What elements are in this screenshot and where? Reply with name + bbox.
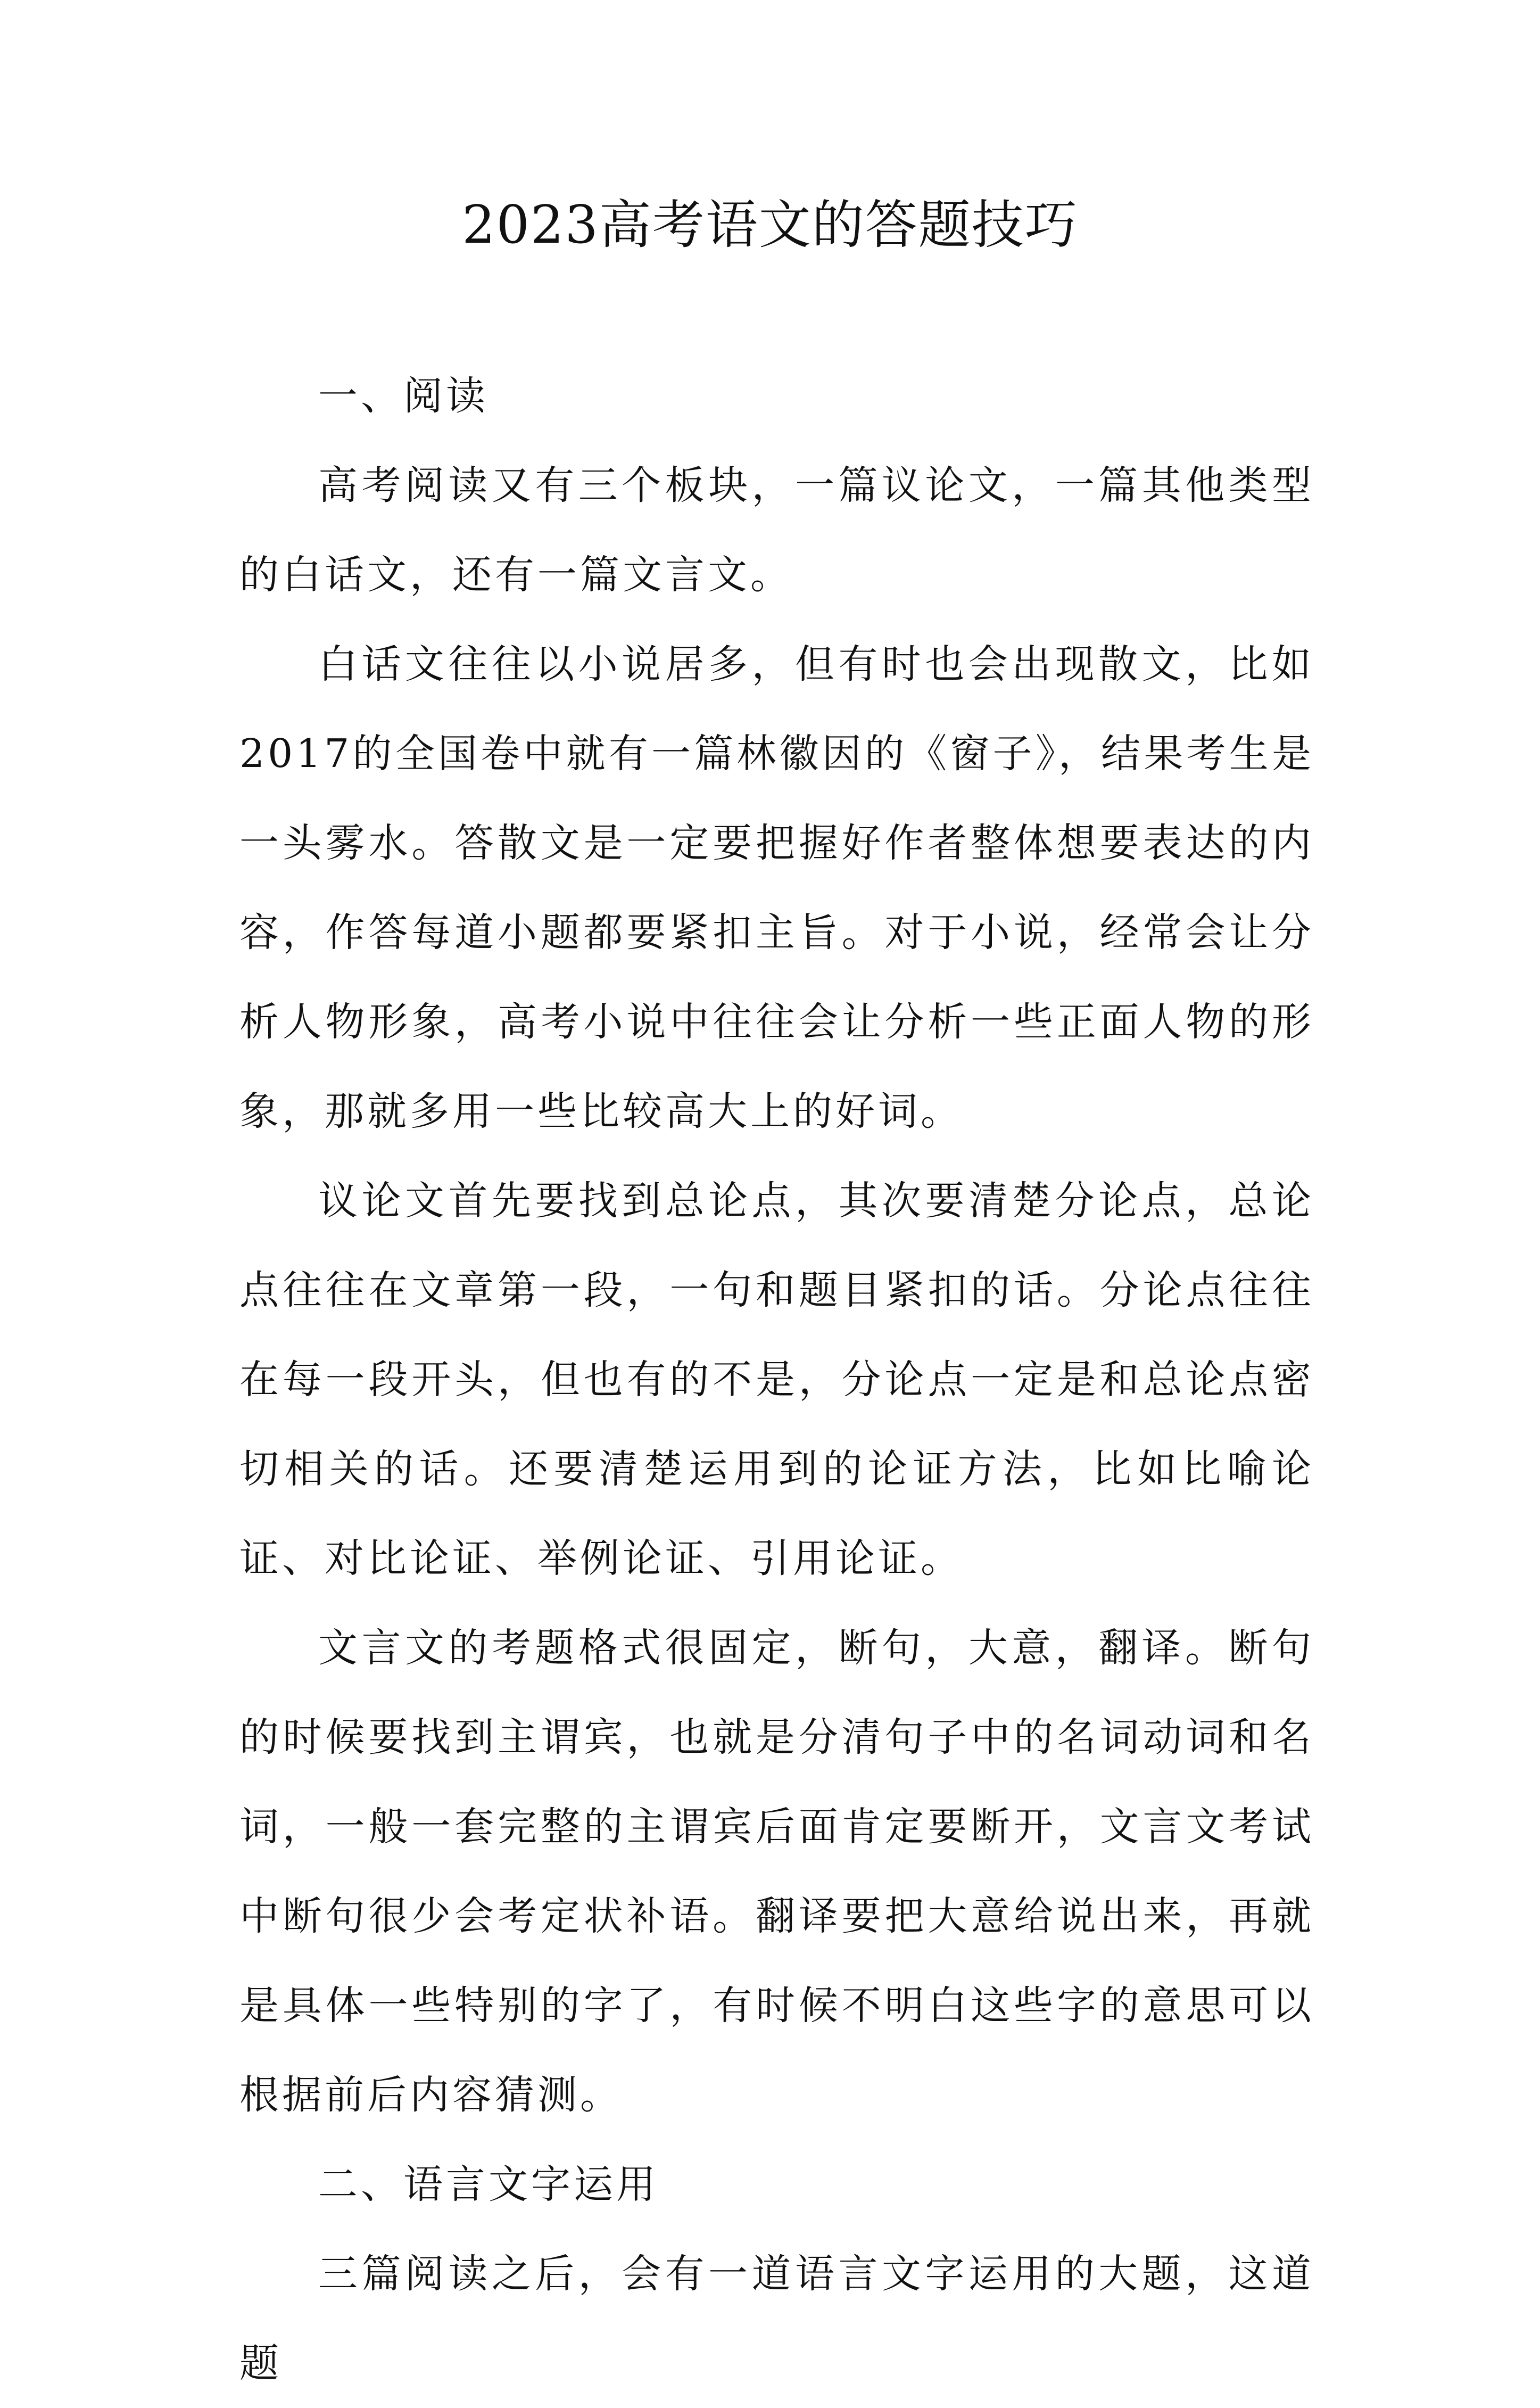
document-title: 2023高考语文的答题技巧 [462,195,1078,255]
section-heading-reading: 一、阅读 [318,373,489,419]
section-heading-language-use: 二、语言文字运用 [318,2162,659,2207]
paragraph-vernacular-prose: 白话文往往以小说居多，但有时也会出现散文，比如2017的全国卷中就有一篇林徽因的《窗子》，结果考生是一头雾水。答散文是一定要把握好作者整体想要表达的内容，作答每道小题都要紧扣主旨。对于小说，经常会让分析人物形象，高考小说中往往会让分析一些正面人物的形象，那就多用一些比较高大上的好词。 [239,641,1314,1134]
paragraph-reading-overview: 高考阅读又有三个板块，一篇议论文，一篇其他类型的白话文，还有一篇文言文。 [239,463,1314,598]
paragraph-language-use: 三篇阅读之后，会有一道语言文字运用的大题，这道题 [239,2251,1314,2386]
document-body [239,351,1314,2408]
paragraph-argumentative-essay: 议论文首先要找到总论点，其次要清楚分论点，总论点往往在文章第一段，一句和题目紧扣的话。分论点往往在每一段开头，但也有的不是，分论点一定是和总论点密切相关的话。还要清楚运用到的论证方法，比如比喻论证、对比论证、举例论证、引用论证。 [239,1178,1314,1581]
paragraph-classical-chinese: 文言文的考题格式很固定，断句，大意，翻译。断句的时候要找到主谓宾，也就是分清句子中的名词动词和名词，一般一套完整的主谓宾后面肯定要断开，文言文考试中断句很少会考定状补语。翻译要把大意给说出来，再就是具体一些特别的字了，有时候不明白这些字的意思可以根据前后内容猜测。 [239,1625,1314,2118]
